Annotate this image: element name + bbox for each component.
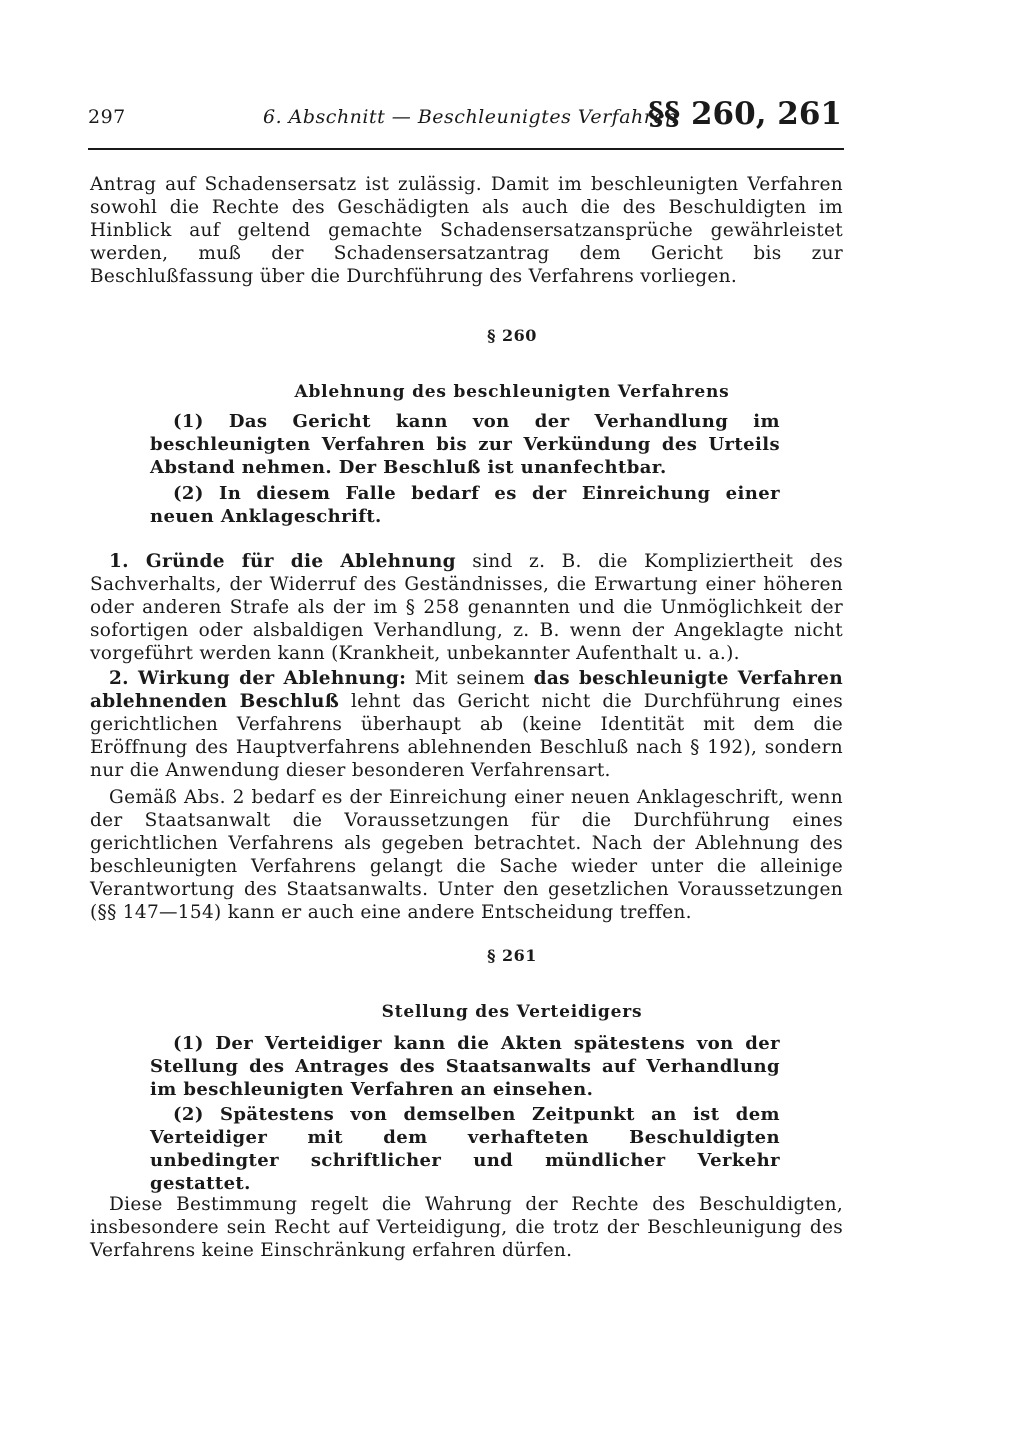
intro-paragraph: Antrag auf Schadensersatz ist zulässig. Damit im beschleunigten Verfahren sowohl die Rechte des Geschädigten als auch die des Beschuldigten im Hinblick auf geltend gemachte Schadensersatzansprüche gewährleistet werden, muß der Schadensersatzantrag dem Gericht bis zur Beschlußfassung über die Durchführung des Verfahrens vorliegen. bbox=[90, 174, 843, 287]
law-text: (1) Das Gericht kann von der Verhandlung im beschleunigten Verfahren bis zur Verkündung des Urteils Abstand nehmen. Der Beschluß ist unanfechtbar. bbox=[150, 411, 780, 478]
commentary-lead: 1. Gründe für die Ablehnung bbox=[109, 551, 456, 572]
commentary-261: Diese Bestimmung regelt die Wahrung der Rechte des Beschuldigten, insbesondere sein Recht auf Verteidigung, die trotz der Beschleunigung des Verfahrens keine Einschränkung erfahren dürfen. bbox=[90, 1194, 843, 1261]
commentary-bold-phrase: das beschleunigte Verfahren ablehnenden Beschluß bbox=[90, 668, 844, 712]
law-text: (2) Spätestens von demselben Zeitpunkt an ist dem Verteidiger mit dem verhafteten Beschuldigten unbedingter schriftlicher und mündlicher Verkehr gestattet. bbox=[150, 1104, 780, 1194]
section-260-title: Ablehnung des beschleunigten Verfahrens bbox=[294, 382, 730, 402]
commentary-260-3: Gemäß Abs. 2 bedarf es der Einreichung einer neuen Anklageschrift, wenn der Staatsanwalt die Voraussetzungen für die Durchführung eines gerichtlichen Verfahrens als gegeben betrachtet. Nach der Ablehnung des beschleunigten Verfahrens gelangt die Sache wieder unter die alleinige Verantwortung des Staatsanwalts. Unter den gesetzlichen Voraussetzungen (§§ 147—154) kann er auch eine andere Entscheidung treffen. bbox=[90, 787, 843, 923]
law-text: (2) In diesem Falle bedarf es der Einreichung einer neuen Anklageschrift. bbox=[150, 483, 780, 527]
law-text: (1) Der Verteidiger kann die Akten spätestens von der Stellung des Antrages des Staatsanwalts auf Verhandlung im beschleunigten Verfahren an einsehen. bbox=[150, 1033, 780, 1100]
commentary-text: Mit seinem bbox=[406, 668, 534, 689]
section-261-paragraph-1 bbox=[150, 1032, 780, 1101]
section-261-title: Stellung des Verteidigers bbox=[381, 1002, 643, 1022]
section-reference: §§ 260, 261 bbox=[647, 96, 842, 132]
section-261-paragraph-2 bbox=[150, 1103, 780, 1195]
commentary-text: lehnt das Gericht nicht die Durchführung eines gerichtlichen Verfahrens überhaupt ab (keine Identität mit dem die Eröffnung des Hauptverfahrens ablehnenden Beschluß nach § 192), sondern nur die Anwendung dieser besonderen Verfahrensart. bbox=[90, 691, 843, 781]
section-260-number: § 260 bbox=[487, 326, 537, 345]
page-number: 297 bbox=[88, 106, 126, 128]
commentary-text: sind z. B. die Kompliziertheit des Sachverhalts, der Widerruf des Geständnisses, die Erwartung einer höheren oder anderen Strafe als der im § 258 genannten und die Unmöglichkeit der sofortigen oder alsbaldigen Verhandlung, z. B. wenn der Angeklagte nicht vorgeführt werden kann (Krankheit, unbekannter Aufenthalt u. a.). bbox=[90, 551, 843, 664]
commentary-260-1 bbox=[90, 550, 843, 665]
header-rule bbox=[88, 148, 844, 150]
commentary-260-2 bbox=[90, 667, 843, 782]
page-header bbox=[88, 96, 844, 148]
running-title: 6. Abschnitt — Beschleunigtes Verfahren bbox=[263, 106, 678, 128]
commentary-lead: 2. Wirkung der Ablehnung: bbox=[109, 668, 407, 689]
section-260-paragraph-1 bbox=[150, 410, 780, 479]
section-261-number: § 261 bbox=[487, 946, 537, 965]
section-260-paragraph-2 bbox=[150, 482, 780, 528]
